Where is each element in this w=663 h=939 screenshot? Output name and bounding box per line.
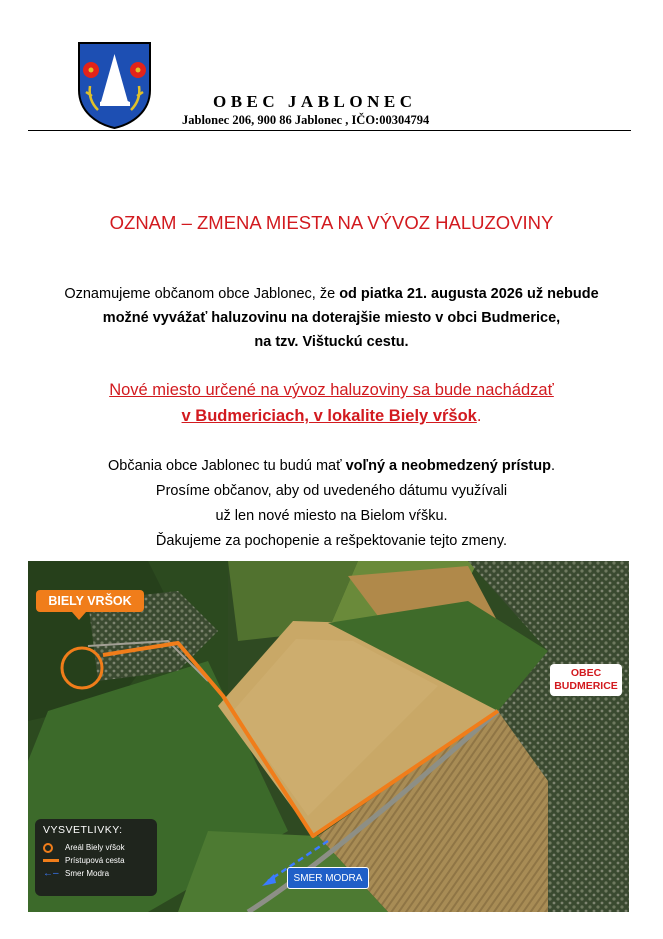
- paragraph-line: [0, 282, 663, 306]
- paragraph-line: [0, 403, 663, 429]
- notice-paragraph-1: [0, 282, 663, 354]
- badge-pointer-icon: [72, 612, 86, 620]
- legend-item: [43, 867, 149, 880]
- organization-address: Jablonec 206, 900 86 Jablonec , IČO:00304794: [182, 113, 430, 127]
- legend-item: [43, 841, 149, 854]
- orange-circle-icon: [43, 841, 65, 854]
- text-span: na tzv. Vištuckú cestu.: [254, 334, 409, 350]
- paragraph-line: Ďakujeme za pochopenie a rešpektovanie tejto zmeny.: [155, 533, 508, 549]
- legend-label: Areál Biely vŕšok: [65, 843, 125, 852]
- date-emphasis: od piatka 21. augusta 2026 už nebude: [339, 286, 599, 302]
- coat-of-arms-icon: [76, 40, 153, 130]
- notice-paragraph-3: [0, 454, 663, 554]
- notice-title: OZNAM – ZMENA MIESTA NA VÝVOZ HALUZOVINY: [109, 212, 554, 233]
- paragraph-line: už len nové miesto na Bielom vŕšku.: [215, 508, 448, 524]
- map-legend: [35, 819, 157, 896]
- obec-budmerice-badge: [550, 664, 622, 696]
- text-span: .: [476, 407, 482, 425]
- paragraph-line: [0, 330, 663, 354]
- text-span: .: [550, 458, 556, 474]
- legend-title: VYSVETLIVKY:: [43, 824, 123, 836]
- notice-paragraph-2: [0, 377, 663, 429]
- text-span: Občania obce Jablonec tu budú mať: [107, 458, 346, 474]
- access-emphasis: voľný a neobmedzený prístup: [345, 458, 551, 474]
- legend-label: Prístupová cesta: [65, 856, 125, 865]
- text-span: Nové miesto určené na vývoz haluzoviny sa bude nachádzať: [109, 381, 554, 399]
- text-span: možné vyvážať haluzovinu na doterajšie miesto v obci Budmerice,: [102, 310, 561, 326]
- paragraph-line: [0, 454, 663, 479]
- blue-arrow-icon: ←–: [43, 867, 59, 879]
- paragraph-line: [0, 306, 663, 330]
- text-span: Oznamujeme občanom obce Jablonec, že: [64, 286, 340, 302]
- biely-vrsok-badge: BIELY VRŠOK: [36, 590, 144, 612]
- smer-modra-badge: SMER MODRA: [287, 867, 369, 889]
- header-divider: [28, 130, 631, 131]
- orange-line-icon: [43, 854, 65, 867]
- badge-line: BUDMERICE: [554, 680, 618, 692]
- organization-name: OBEC JABLONEC: [213, 92, 417, 111]
- paragraph-line: [0, 377, 663, 403]
- location-emphasis: v Budmericiach, v lokalite Biely vŕšok: [181, 407, 477, 425]
- legend-label: Smer Modra: [65, 869, 110, 878]
- legend-item: [43, 854, 149, 867]
- paragraph-line: Prosíme občanov, aby od uvedeného dátumu využívali: [155, 483, 508, 499]
- badge-line: OBEC: [570, 667, 602, 679]
